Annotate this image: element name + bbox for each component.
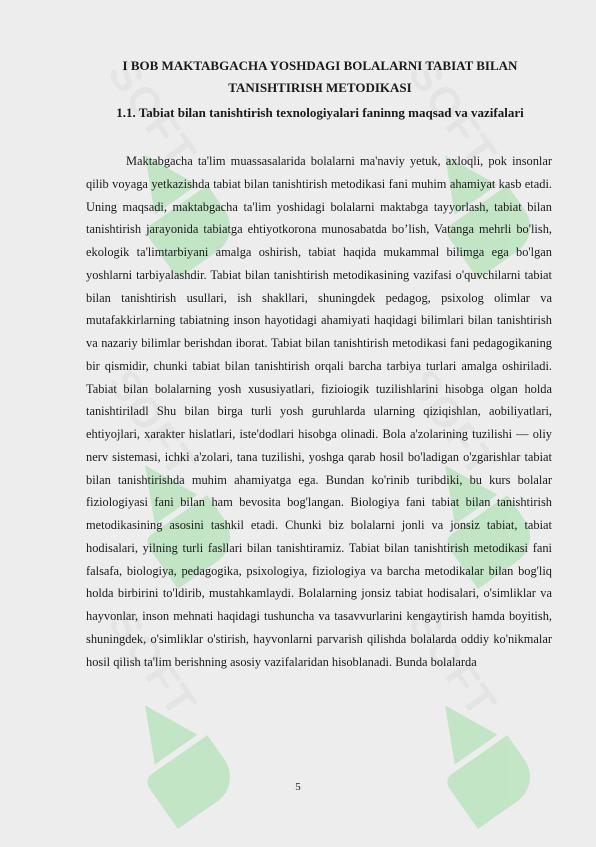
- page-number: 5: [295, 781, 301, 793]
- chapter-title-line2: TANISHTIRISH METODIKASI: [228, 80, 412, 95]
- watermark-logo: SOFT: [356, 34, 594, 297]
- chapter-title-line1: I BOB MAKTABGACHA YOSHDAGI BOLALARNI TABIAT BILAN: [122, 58, 518, 73]
- body-paragraph: Maktabgacha ta'lim muassasalarida bolalarni ma'naviy yetuk, axloqli, pok insonlar qilib voyaga yetkazishda tabiat bilan tanishtirish metodikasi fani muhim ahamiyat kasb etadi. Uning maqsadi, maktabgacha ta'lim yoshidagi bolalarni maktabga tayyorlash, tabiat bilan tanishtirish jarayonida tabiatga ehtiyotkorona munosabatda bo’lish, Vatanga mehrli bo'lish, ekologik ta'limtarbiyani amalga oshirish, tabiat haqida mukammal bilimga ega bo'lgan yoshlarni tarbiyalashdir. Tabiat bilan tanishtirish metodikasining vazifasi o'quvchilarni tabiat bilan tanishtirish usullari, ish shakllari, shuningdek pedagog, psixolog olimlar va mutafakkirlarning tabiatning inson hayotidagi ahamiyati haqidagi bilimlari bilan tanishtirish va nazariy bilimlar berishdan iborat. Tabiat bilan tanishtirish metodikasi fani pedagogikaning bir qismidir, chunki tabiat bilan tanishtirish orqali barcha tarbiya turlari amalga oshiriladi. Tabiat bilan bolalarning yosh xususiyatlari, fizioiogik tuzilishlarini hisobga olgan holda tanishtiriladl Shu bilan birga turli yosh guruhlarda ularning qiziqishlan, aobiliyatlari, ehtiyojlari, xarakter hislatlari, iste'dodlari hisobga olinadi. Bola a'zolarining tuzilishi — oliy nerv sistemasi, ichki a'zolari, tana tuzilishi, yoshga qarab hosil bo'ladigan o'zgarishlar tabiat bilan tanishtirishda muhim ahamiyatga ega. Bundan ko'rinib turibdiki, bu kurs bolalar fiziologiyasi fani bilan ham bevosita bog'langan. Biologiya fani tabiat bilan tanishtirish metodikasining asosini tashkil etadi. Chunki biz bolalarni jonli va jonsiz tabiat, tabiat hodisalari, yilning turli fasllari bilan tanishtiramiz. Tabiat bilan tanishtirish metodikasi fani falsafa, biologiya, pedagogika, psixologiya, fiziologiya va barcha metodikalar bilan bog'liq holda birbirini to'ldirib, mustahkamlaydi. Bolalarning jonsiz tabiat hodisalari, o'simliklar va hayvonlar, inson mehnati haqidagi tushuncha va tasavvurlarini kengaytirish hamda boyitish, shuningdek, o'simliklar o'stirish, hayvonlarni parvarish qilishda bolalarda oddiy ko'nikmalar hosil qilish ta'lim berishning asosiy vazifalaridan hisoblanadi. Bunda bolalarda: [86, 154, 552, 669]
- watermark-logo: SOFT: [356, 344, 594, 607]
- watermark-logo: SOFT: [356, 584, 594, 847]
- section-title: 1.1. Tabiat bilan tanishtirish texnologiyalari faninng maqsad va vazifalari: [116, 105, 524, 120]
- watermark-logo: SOFT: [56, 584, 294, 847]
- watermark-logo: SOFT: [56, 344, 294, 607]
- watermark-logo: SOFT: [56, 34, 294, 297]
